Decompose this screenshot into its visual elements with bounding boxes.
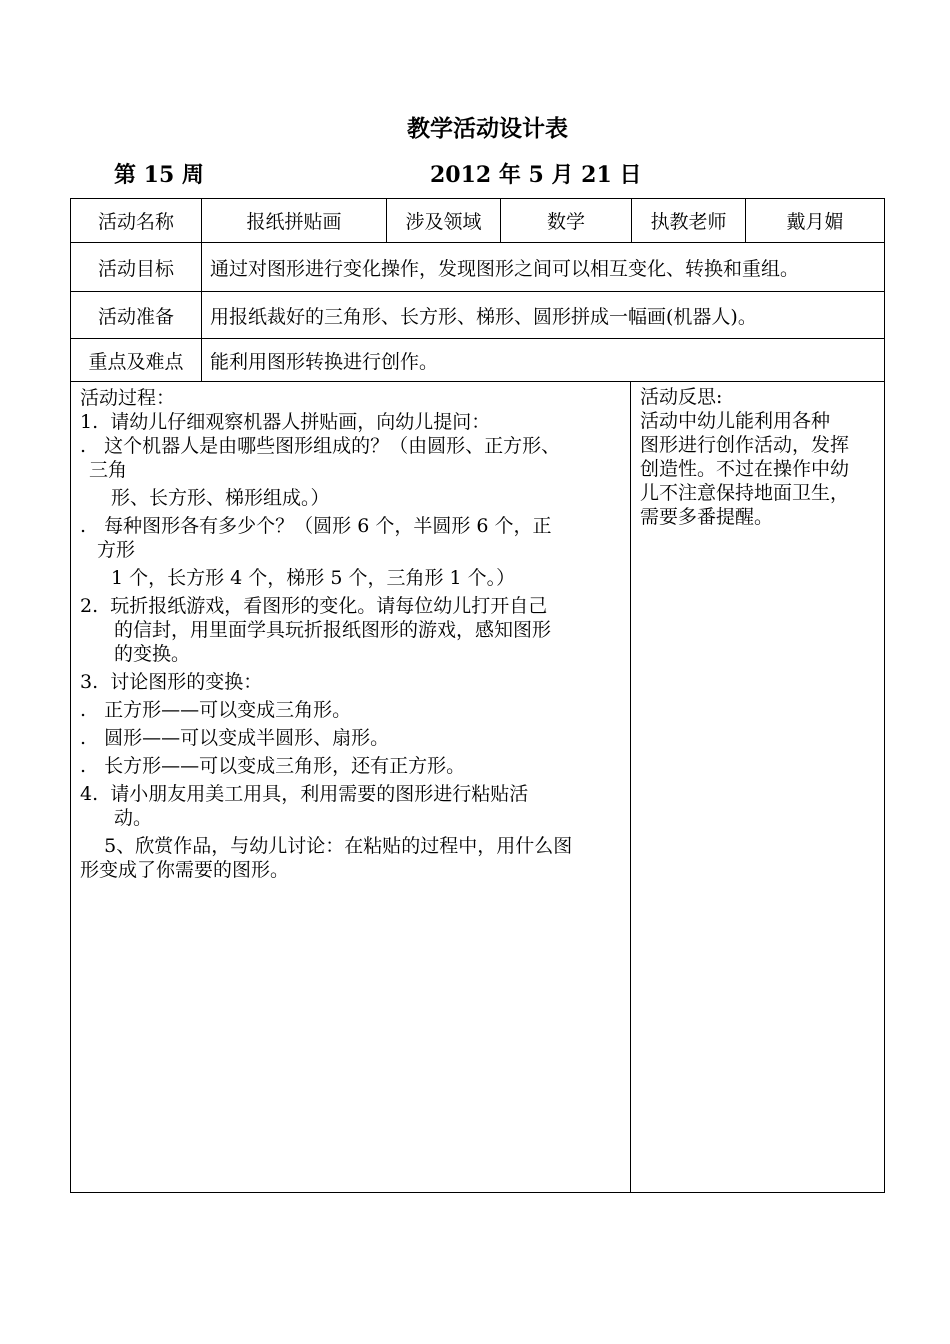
field-value: 数学	[500, 198, 632, 243]
process-line: 形、长方形、梯形组成。）	[111, 487, 330, 509]
reflection-line: 创造性。不过在操作中幼	[640, 458, 850, 480]
process-line: 2. 玩折报纸游戏，看图形的变化。请每位幼儿打开自己	[80, 595, 548, 617]
goal-value: 通过对图形进行变化操作，发现图形之间可以相互变化、转换和重组。	[201, 242, 885, 292]
reflection-line: 需要多番提醒。	[640, 506, 774, 528]
process-line: 的信封，用里面学具玩折报纸图形的游戏，感知图形	[114, 619, 552, 641]
prep-label: 活动准备	[70, 291, 202, 339]
process-line: 3. 讨论图形的变换：	[80, 671, 263, 693]
activity-reflection-cell	[630, 381, 885, 1193]
lesson-date: 2012 年 5 月 21 日	[430, 162, 642, 188]
activity-process-cell	[70, 381, 631, 1193]
reflection-line: 活动中幼儿能利用各种	[640, 410, 831, 432]
key-points-label: 重点及难点	[70, 338, 202, 382]
process-heading: 活动过程：	[80, 387, 176, 409]
process-line: . 每种图形各有多少个？（圆形 6 个，半圆形 6 个，正	[80, 515, 552, 537]
teacher-label: 执教老师	[631, 198, 746, 243]
process-line: 动。	[114, 807, 153, 829]
process-line: 4. 请小朋友用美工用具，利用需要的图形进行粘贴活	[80, 783, 529, 805]
page-title: 教学活动设计表	[407, 115, 568, 142]
process-line: 5、欣赏作品，与幼儿讨论：在粘贴的过程中，用什么图	[80, 835, 573, 857]
prep-value: 用报纸裁好的三角形、长方形、梯形、圆形拼成一幅画(机器人)。	[201, 291, 885, 339]
process-line: 形变成了你需要的图形。	[80, 859, 290, 881]
process-line: 1. 请幼儿仔细观察机器人拼贴画，向幼儿提问：	[80, 411, 491, 433]
process-line: . 这个机器人是由哪些图形组成的？（由圆形、正方形、	[80, 435, 561, 457]
process-line: . 长方形——可以变成三角形，还有正方形。	[80, 755, 466, 777]
process-line: 的变换。	[114, 643, 191, 665]
field-label: 涉及领域	[386, 198, 501, 243]
reflection-heading: 活动反思:	[640, 386, 723, 408]
reflection-line: 图形进行创作活动，发挥	[640, 434, 850, 456]
activity-name-value: 报纸拼贴画	[201, 198, 387, 243]
teacher-value: 戴月媚	[745, 198, 885, 243]
key-points-value: 能利用图形转换进行创作。	[201, 338, 885, 382]
process-line: . 圆形——可以变成半圆形、扇形。	[80, 727, 390, 749]
week-number: 第 15 周	[114, 162, 204, 188]
process-line: 三角	[89, 459, 128, 481]
goal-label: 活动目标	[70, 242, 202, 292]
process-line: . 正方形——可以变成三角形。	[80, 699, 352, 721]
reflection-line: 儿不注意保持地面卫生，	[640, 482, 850, 504]
process-line: 方形	[97, 539, 136, 561]
activity-name-label: 活动名称	[70, 198, 202, 243]
process-line: 1 个，长方形 4 个，梯形 5 个，三角形 1 个。）	[111, 567, 516, 589]
